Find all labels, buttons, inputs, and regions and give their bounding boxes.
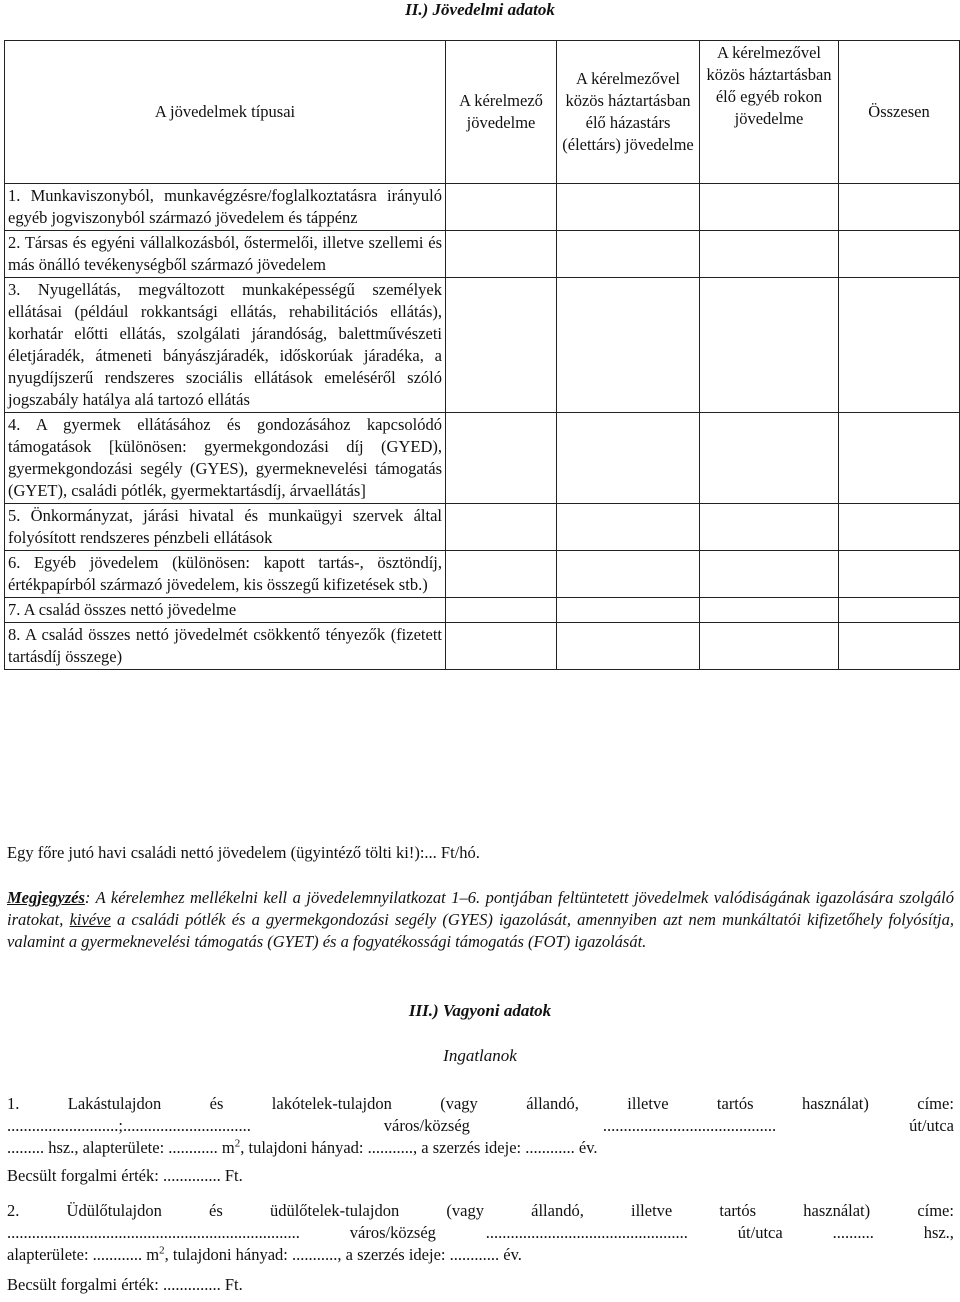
address-blank[interactable]: ....................................................................... [7,1223,300,1242]
spouse-income-cell[interactable] [557,551,700,598]
word: (vagy [446,1201,484,1220]
income-table [4,40,960,670]
income-type-label: 6. Egyéb jövedelem (különösen: kapott tartás-, ösztöndíj, értékpapírból származó jövedelem, kis összegű kifizetések stb.) [5,551,446,598]
word: illetve [627,1094,669,1113]
street-label: út/utca [737,1223,783,1242]
word: címe: [917,1201,954,1220]
total-income-cell[interactable] [839,231,960,278]
total-income-cell[interactable] [839,598,960,623]
income-type-label: 2. Társas és egyéni vállalkozásból, őstermelői, illetve szellemi és más önálló tevékenységből származó jövedelem [5,231,446,278]
word: állandó, [531,1201,584,1220]
table-row [5,504,960,551]
section-2-title: II.) Jövedelmi adatok [405,0,555,19]
word: használat) [803,1201,871,1220]
total-income-cell[interactable] [839,623,960,670]
spouse-income-cell[interactable] [557,504,700,551]
address-blank[interactable]: ...........................;............................... [7,1116,251,1135]
house-number-label: hsz., [923,1223,954,1242]
word: tartós [716,1094,754,1113]
property-1-line-2 [7,1115,954,1137]
property-1-details-a: ......... hsz., alapterülete: ............ m [7,1138,235,1157]
applicant-income-cell[interactable] [446,278,557,413]
word: címe: [917,1094,954,1113]
per-capita-income: Egy főre jutó havi családi nettó jövedelem (ügyintéző tölti ki!):... Ft/hó. [7,843,480,862]
word: 1. [7,1094,20,1113]
applicant-income-cell[interactable] [446,504,557,551]
note-lead: Megjegyzés [7,888,85,907]
relatives-income-cell[interactable] [700,184,839,231]
table-row [5,551,960,598]
applicant-income-cell[interactable] [446,551,557,598]
word: (vagy [440,1094,478,1113]
total-income-cell[interactable] [839,278,960,413]
applicant-income-cell[interactable] [446,184,557,231]
relatives-income-cell[interactable] [700,623,839,670]
square-meter-sup: 2 [159,1244,165,1257]
word: tartós [719,1201,757,1220]
total-income-cell[interactable] [839,551,960,598]
property-2-line-1 [7,1200,954,1222]
property-2-value: Becsült forgalmi érték: .............. Ft. [7,1275,243,1294]
relatives-income-cell[interactable] [700,413,839,504]
spouse-income-cell[interactable] [557,184,700,231]
header-income-types: A jövedelmek típusai [5,41,446,184]
income-type-label: 5. Önkormányzat, járási hivatal és munkaügyi szervek által folyósított rendszeres pénzbeli ellátások [5,504,446,551]
property-2-line-2 [7,1222,954,1244]
applicant-income-cell[interactable] [446,413,557,504]
spouse-income-cell[interactable] [557,623,700,670]
spouse-income-cell[interactable] [557,278,700,413]
word: lakótelek-tulajdon [271,1094,392,1113]
header-applicant-income: A kérelmező jövedelme [446,41,557,184]
applicant-income-cell[interactable] [446,598,557,623]
word: 2. [7,1201,20,1220]
word: üdülőtelek-tulajdon [269,1201,400,1220]
city-label: város/község [383,1116,470,1135]
income-type-label: 4. A gyermek ellátásához és gondozásához kapcsolódó támogatások [különösen: gyermekgondozási díj (GYED), gyermekgondozási segély (GYES), gyermeknevelési támogatás (GYET), családi pótlék, gyermektartásdíj, árvaellátás] [5,413,446,504]
table-row [5,184,960,231]
property-1-line-1 [7,1093,954,1115]
street-blank[interactable]: ................................................. [485,1223,688,1242]
note-text-part2: a családi pótlék és a gyermekgondozási segély (GYES) igazolását, amennyiben azt nem munkáltatói kifizetőhely folyósítja, valamint a gyermeknevelési támogatás (GYET) és a fogyatékossági támogatás (FOT) igazolását. [7,910,955,951]
property-2-details-b: , tulajdoni hányad: ..........., a szerzés ideje: ............ év. [164,1245,522,1264]
relatives-income-cell[interactable] [700,551,839,598]
word: illetve [631,1201,673,1220]
house-number-blank[interactable]: .......... [832,1223,874,1242]
income-table-header-row [5,41,960,184]
word: használat) [801,1094,869,1113]
total-income-cell[interactable] [839,504,960,551]
section-3-title: III.) Vagyoni adatok [408,1001,552,1020]
header-spouse-income: A kérelmezővel közös háztartásban élő házastárs (élettárs) jövedelme [557,41,700,184]
income-type-label: 7. A család összes nettó jövedelme [5,598,446,623]
city-label: város/község [349,1223,436,1242]
header-relatives-income: A kérelmezővel közös háztartásban élő egyéb rokon jövedelme [700,41,839,184]
word: Üdülőtulajdon [66,1201,162,1220]
table-row [5,598,960,623]
relatives-income-cell[interactable] [700,278,839,413]
street-label: út/utca [909,1116,954,1135]
spouse-income-cell[interactable] [557,231,700,278]
property-2-details-a: alapterülete: ............ m [7,1245,160,1264]
property-item-1 [7,1093,954,1187]
applicant-income-cell[interactable] [446,231,557,278]
property-1-details-b: , tulajdoni hányad: ..........., a szerzés ideje: ............ év. [240,1138,598,1157]
square-meter-sup: 2 [234,1137,241,1150]
section-3-subtitle: Ingatlanok [443,1046,517,1065]
property-item-2 [7,1200,954,1296]
spouse-income-cell[interactable] [557,413,700,504]
spouse-income-cell[interactable] [557,598,700,623]
word: állandó, [526,1094,579,1113]
property-1-value: Becsült forgalmi érték: .............. Ft. [7,1166,243,1185]
income-type-label: 3. Nyugellátás, megváltozott munkaképességű személyek ellátásai (például rokkantsági ellátás, rehabilitációs ellátás), korhatár előtti ellátás, szolgálati járandóság, balettművészeti életjáradék, átmeneti bányászjáradék, időskorúak járadéka, a nyugdíjszerű rendszeres szociális ellátások emeléséről szóló jogszabály hatálya alá tartozó ellátás [5,278,446,413]
income-type-label: 8. A család összes nettó jövedelmét csökkentő tényezők (fizetett tartásdíj összege) [5,623,446,670]
table-row [5,278,960,413]
street-blank[interactable]: .......................................... [602,1116,777,1135]
total-income-cell[interactable] [839,184,960,231]
income-type-label: 1. Munkaviszonyból, munkavégzésre/foglalkoztatásra irányuló egyéb jogviszonyból származó jövedelem és táppénz [5,184,446,231]
total-income-cell[interactable] [839,413,960,504]
word: és [209,1201,223,1220]
table-row [5,413,960,504]
word: és [209,1094,224,1113]
word: Lakástulajdon [67,1094,162,1113]
relatives-income-cell[interactable] [700,504,839,551]
property-2-line-3 [7,1244,954,1266]
property-1-line-3 [7,1137,954,1159]
note-kiveve: kivéve [69,910,111,929]
relatives-income-cell[interactable] [700,598,839,623]
table-row [5,623,960,670]
relatives-income-cell[interactable] [700,231,839,278]
header-total: Összesen [839,41,960,184]
applicant-income-cell[interactable] [446,623,557,670]
table-row [5,231,960,278]
income-note [7,887,954,953]
note-text-part1: : A kérelemhez mellékelni kell a jövedelemnyilatkozat 1–6. pontjában feltüntetett jövedelmek valódiságának igazolására szolgáló iratokat, [7,888,954,929]
